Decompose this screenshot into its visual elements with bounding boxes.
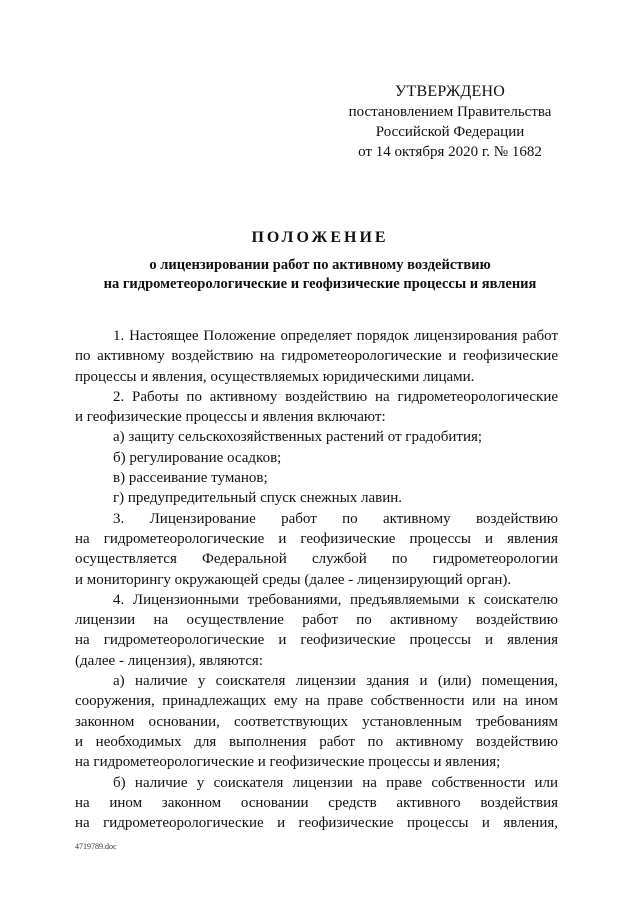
- approval-heading: УТВЕРЖДЕНО: [394, 83, 505, 100]
- body-line: г) предупредительный спуск снежных лавин.: [113, 490, 403, 507]
- approval-line: Российской Федерации: [375, 124, 525, 140]
- body-line: сооружения, принадлежащих ему на праве собственности или на ином: [75, 693, 558, 710]
- file-name-footer: 4719789.doc: [75, 842, 117, 851]
- approval-date-line: от 14 октября 2020 г. № 1682: [358, 144, 542, 160]
- document-body: [75, 326, 558, 833]
- body-line: 2. Работы по активному воздействию на гидрометеорологические: [113, 388, 558, 405]
- body-line: 4. Лицензионными требованиями, предъявляемыми к соискателю: [113, 591, 558, 608]
- body-line: а) наличие у соискателя лицензии здания и (или) помещения,: [113, 673, 558, 690]
- body-line: и мониторингу окружающей среды (далее - лицензирующий орган).: [75, 571, 512, 588]
- body-line: и необходимых для выполнения работ по активному воздействию: [75, 733, 558, 750]
- body-line: на ином законном основании средств активного воздействия: [75, 794, 558, 811]
- body-line: на гидрометеорологические и геофизические процессы и явления,: [75, 815, 558, 832]
- document-subtitle-line: о лицензировании работ по активному воздействию: [149, 257, 491, 273]
- document-title: ПОЛОЖЕНИЕ: [251, 229, 389, 246]
- body-line: процессы и явления, осуществляемых юридическими лицами.: [75, 368, 475, 385]
- body-line: осуществляется Федеральной службой по гидрометеорологии: [75, 551, 558, 568]
- body-line: б) наличие у соискателя лицензии на праве собственности или: [113, 774, 558, 791]
- document-subtitle-line: на гидрометеорологические и геофизические процессы и явления: [103, 276, 537, 292]
- body-line: на гидрометеорологические и геофизические процессы и явления;: [75, 754, 501, 771]
- approval-line: постановлением Правительства: [348, 104, 552, 120]
- body-line: 3. Лицензирование работ по активному воздействию: [113, 510, 558, 527]
- approval-block: [340, 82, 560, 162]
- body-line: а) защиту сельскохозяйственных растений от градобития;: [113, 429, 483, 446]
- body-line: и геофизические процессы и явления включают:: [75, 409, 386, 426]
- body-line: на гидрометеорологические и геофизические процессы и явления: [75, 530, 558, 547]
- body-line: по активному воздействию на гидрометеорологические и геофизические: [75, 348, 558, 365]
- body-line: законном основании, соответствующих установленным требованиям: [75, 713, 558, 730]
- body-line: на гидрометеорологические и геофизические процессы и явления: [75, 632, 558, 649]
- body-line: б) регулирование осадков;: [113, 449, 282, 466]
- body-line: в) рассеивание туманов;: [113, 470, 268, 487]
- body-line: лицензии на осуществление работ по активному воздействию: [75, 612, 558, 629]
- body-line: 1. Настоящее Положение определяет порядок лицензирования работ: [113, 328, 558, 344]
- body-line: (далее - лицензия), являются:: [75, 652, 263, 669]
